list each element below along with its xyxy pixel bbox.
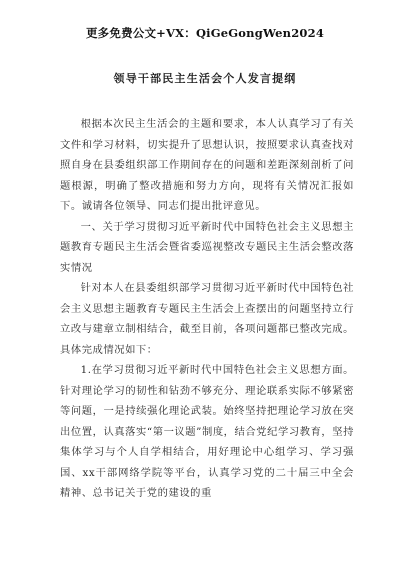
document-title: 领导干部民主生活会个人发言提纲 xyxy=(113,72,297,85)
paragraph-item-1: 1.在学习贯彻习近平新时代中国特色社会主义思想方面。针对理论学习的韧性和钻劲不够充分、理论联系实际不够紧密等问题，一是持续强化理论武装。始终坚持把理论学习放在突出位置，认真落实“第一议题”制度，结合党纪学习教育，坚持集体学习与个人自学相结合，用好理论中心组学习、学习强国、xx干部网络学院等平台，认真学习党的二十届三中全会精神、总书记关于党的建设的重 xyxy=(60,364,354,499)
watermark-text: 更多免费公文+VX：QiGeGongWen2024 xyxy=(85,26,325,40)
paragraph-rectification: 针对本人在县委组织部学习贯彻习近平新时代中国特色社会主义思想主题教育专题民主生活会上查摆出的问题坚持立行立改与建章立制相结合，截至目前，各项问题都已整改完成。具体完成情况如下： xyxy=(60,282,354,356)
section-heading-1: 一、关于学习贯彻习近平新时代中国特色社会主义思想主题教育专题民主生活会暨省委巡视整改专题民主生活会整改落实情况 xyxy=(60,220,354,274)
document-body xyxy=(60,114,354,504)
paragraph-intro: 根据本次民主生活会的主题和要求，本人认真学习了有关文件和学习材料，切实提升了思想认识，按照要求认真查找对照自身在县委组织部工作期间存在的问题和差距深刻剖析了问题根源，明确了整改措施和努力方向，现将有关情况汇报如下。诚请各位领导、同志们提出批评意见。 xyxy=(60,118,354,212)
